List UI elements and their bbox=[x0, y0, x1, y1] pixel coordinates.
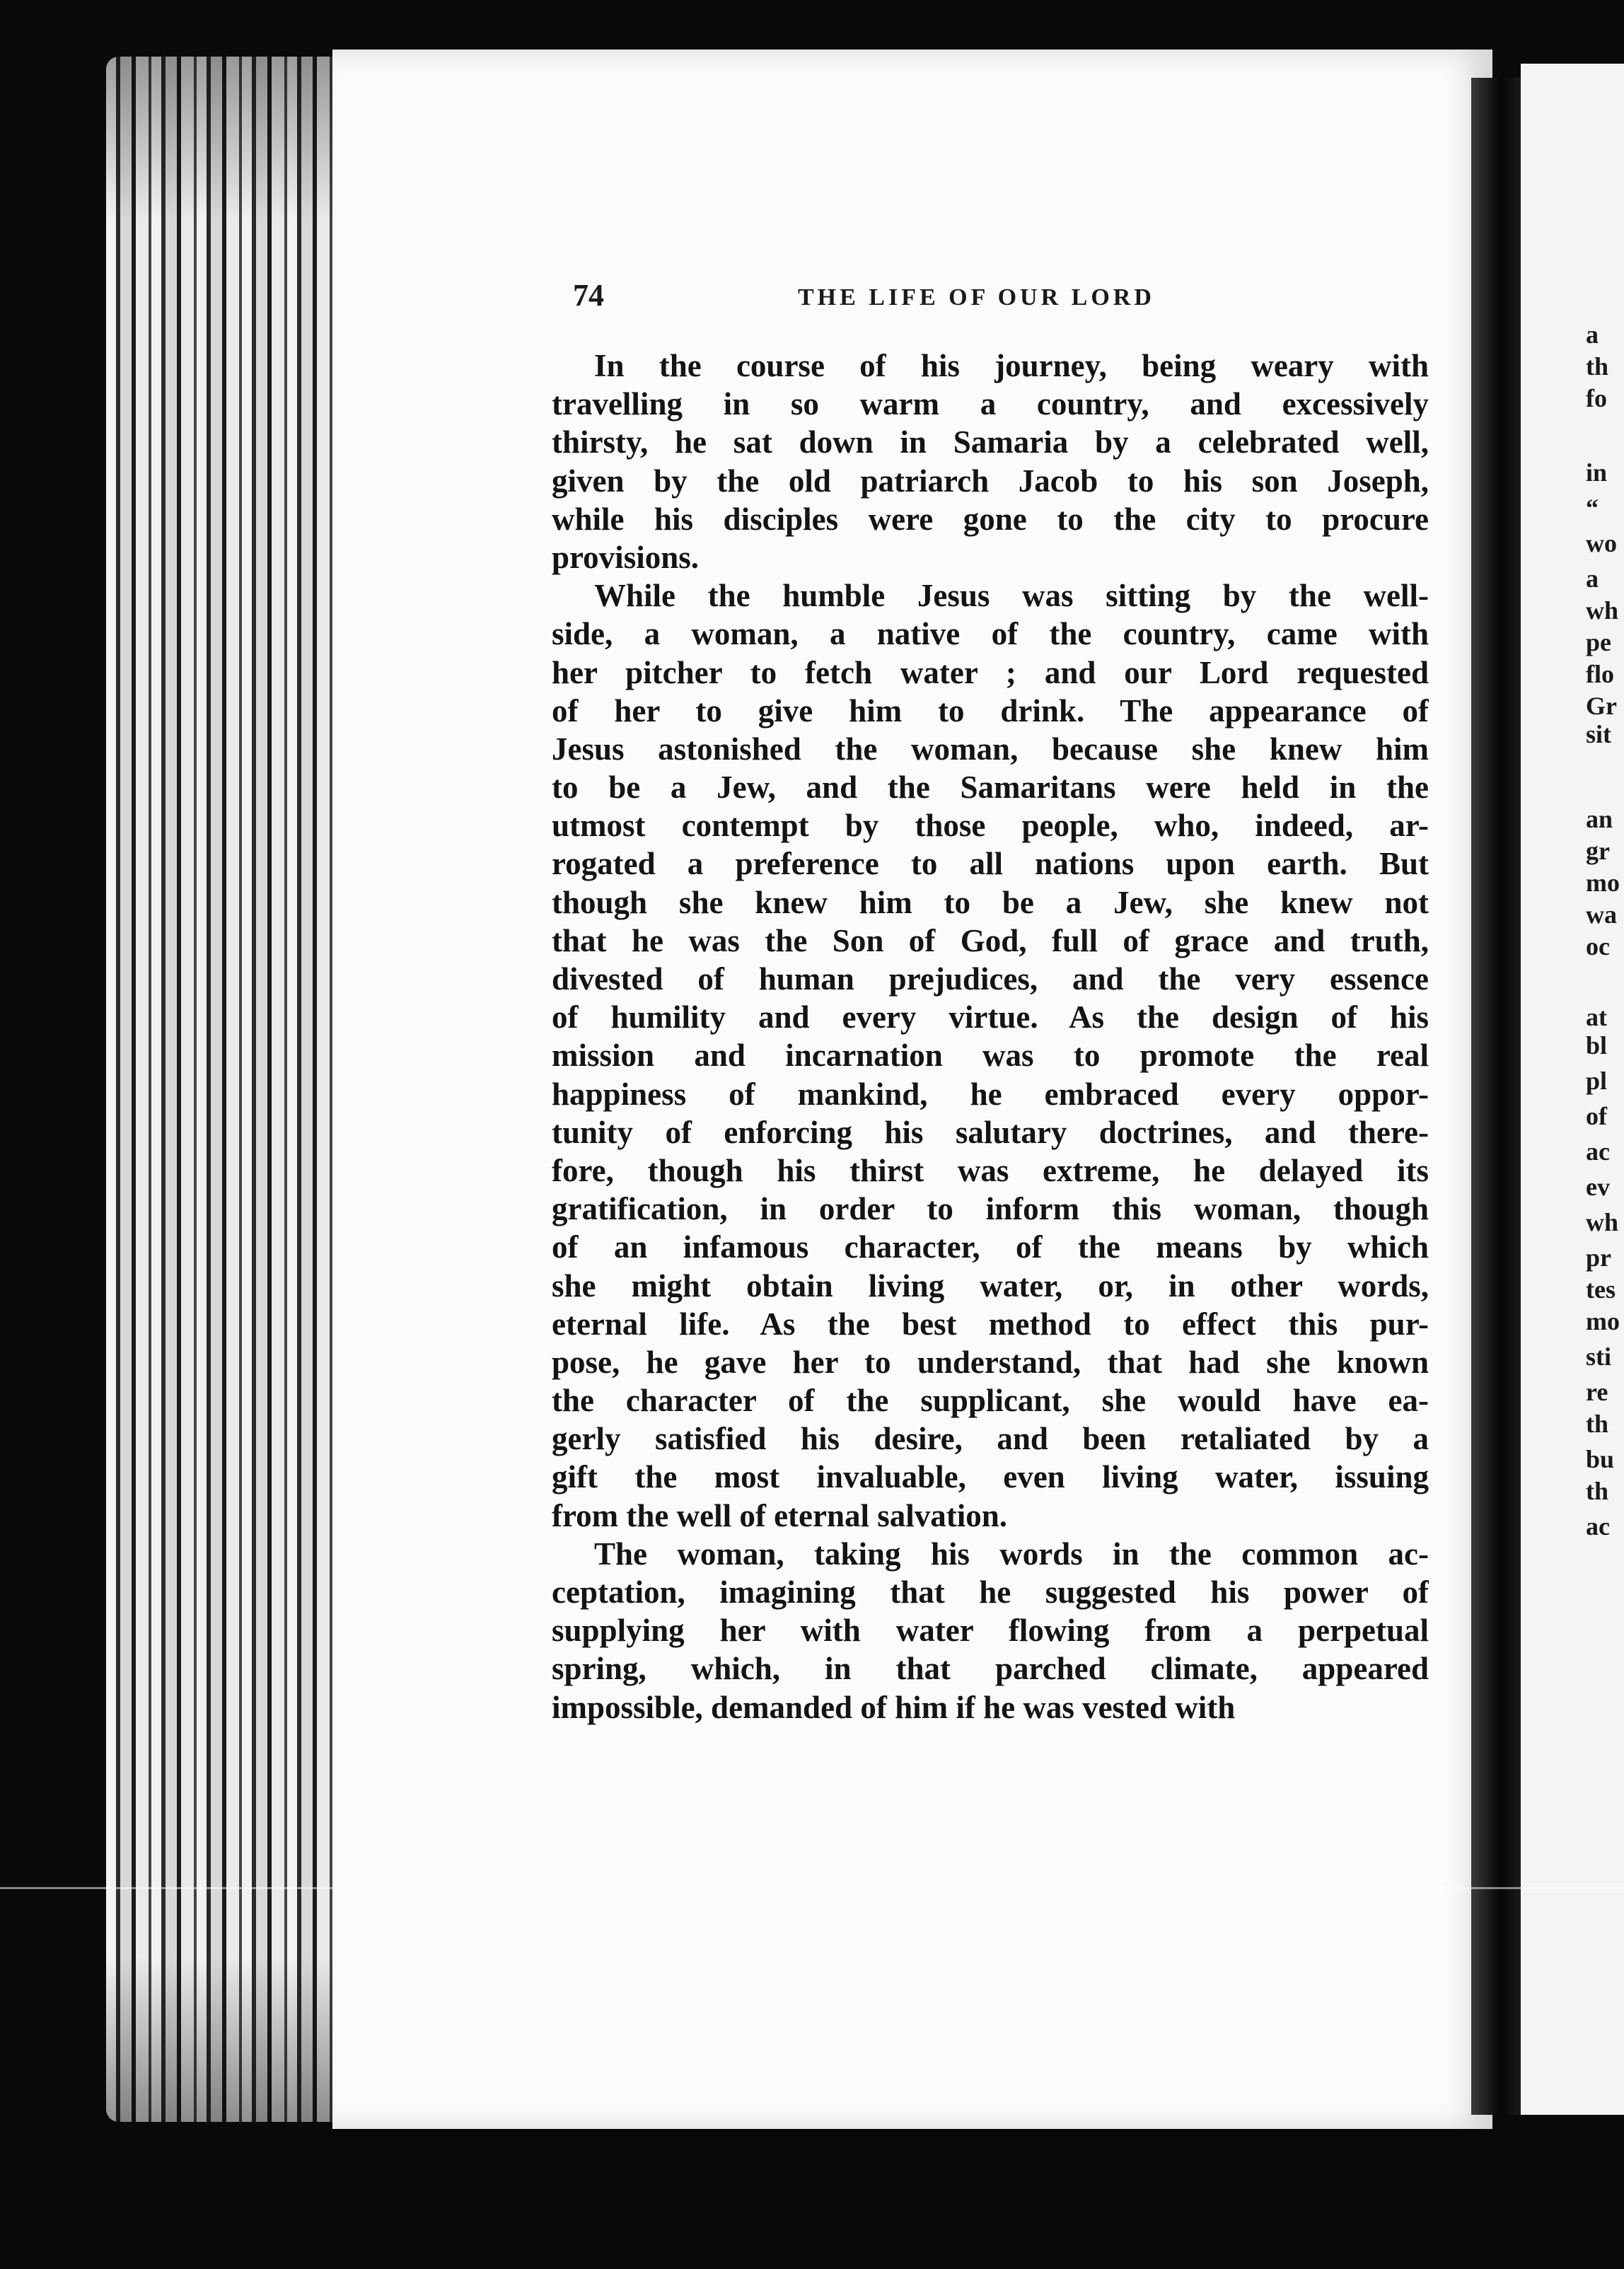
page-body bbox=[552, 347, 1429, 1727]
facing-page-text-fragment: th bbox=[1586, 1410, 1609, 1438]
text-line: divested of human prejudices, and the very essence bbox=[552, 961, 1429, 997]
facing-page-text-fragment: bl bbox=[1586, 1031, 1608, 1060]
facing-page-text-fragment: flo bbox=[1586, 660, 1614, 688]
facing-page-text-fragment: “ bbox=[1586, 494, 1599, 522]
text-line: The woman, taking his words in the common ac- bbox=[594, 1536, 1429, 1572]
facing-page-text-fragment: at bbox=[1586, 1003, 1607, 1031]
facing-page-text-fragment: a bbox=[1586, 564, 1599, 593]
facing-page-text-fragment: mo bbox=[1586, 1307, 1620, 1335]
facing-page-fragment bbox=[1521, 64, 1624, 2115]
facing-page-text-fragment: sit bbox=[1586, 720, 1611, 748]
text-line: that he was the Son of God, full of grace and truth, bbox=[552, 922, 1429, 958]
text-line: spring, which, in that parched climate, appeared bbox=[552, 1651, 1429, 1687]
text-line: pose, he gave her to understand, that had she known bbox=[552, 1344, 1429, 1380]
text-line: impossible, demanded of him if he was vested with bbox=[552, 1689, 1236, 1725]
facing-page-text-fragment: wh bbox=[1586, 596, 1619, 625]
facing-page-text-fragment: re bbox=[1586, 1378, 1608, 1406]
text-line: supplying her with water flowing from a perpetual bbox=[552, 1613, 1429, 1649]
text-line: though she knew him to be a Jew, she knew not bbox=[552, 884, 1429, 920]
facing-page-text-fragment: mo bbox=[1586, 869, 1620, 897]
text-line: gratification, in order to inform this woman, though bbox=[552, 1191, 1429, 1227]
text-line: provisions. bbox=[552, 539, 699, 575]
scan-bottom-shadow bbox=[0, 2129, 1624, 2269]
text-line: gerly satisfied his desire, and been retaliated by a bbox=[552, 1421, 1429, 1457]
facing-page-text-fragment: pr bbox=[1586, 1243, 1611, 1272]
facing-page-text-fragment: Gr bbox=[1586, 692, 1617, 720]
facing-page-text-fragment: pe bbox=[1586, 628, 1611, 656]
text-line: Jesus astonished the woman, because she knew him bbox=[552, 731, 1429, 767]
text-line: In the course of his journey, being weary with bbox=[594, 348, 1429, 383]
scan-artifact-line bbox=[0, 1887, 1624, 1889]
facing-page-text-fragment: sti bbox=[1586, 1342, 1611, 1371]
text-line: given by the old patriarch Jacob to his son Joseph, bbox=[552, 463, 1429, 499]
text-line: side, a woman, a native of the country, came with bbox=[552, 616, 1429, 652]
facing-page-text-fragment: th bbox=[1586, 352, 1609, 381]
text-line: While the humble Jesus was sitting by the well- bbox=[594, 578, 1429, 614]
facing-page-text-fragment: bu bbox=[1586, 1445, 1615, 1473]
facing-page-text-fragment: wa bbox=[1586, 900, 1617, 929]
text-line: utmost contempt by those people, who, indeed, ar- bbox=[552, 808, 1429, 844]
text-line: of her to give him to drink. The appearance of bbox=[552, 692, 1429, 729]
facing-page-text-fragment: of bbox=[1586, 1102, 1607, 1130]
facing-page-text-fragment: ev bbox=[1586, 1173, 1610, 1201]
text-line: travelling in so warm a country, and excessively bbox=[552, 386, 1429, 422]
page-edge-shadow bbox=[106, 57, 340, 2122]
text-line: of humility and every virtue. As the design of his bbox=[552, 999, 1429, 1035]
text-line: rogated a preference to all nations upon earth. But bbox=[552, 846, 1429, 882]
text-line: from the well of eternal salvation. bbox=[552, 1497, 1008, 1533]
facing-page-text-fragment: oc bbox=[1586, 932, 1610, 961]
text-line: gift the most invaluable, even living water, issuing bbox=[552, 1459, 1429, 1495]
facing-page-text-fragment: an bbox=[1586, 805, 1613, 833]
text-line: her pitcher to fetch water ; and our Lord requested bbox=[552, 654, 1429, 690]
text-line: to be a Jew, and the Samaritans were held in the bbox=[552, 770, 1429, 806]
book-gutter bbox=[1471, 78, 1521, 2115]
facing-page-text-fragment: wh bbox=[1586, 1208, 1619, 1236]
facing-page-text-fragment: in bbox=[1586, 458, 1608, 487]
text-line: fore, though his thirst was extreme, he delayed its bbox=[552, 1152, 1429, 1188]
page-number: 74 bbox=[573, 278, 604, 313]
facing-page-text-fragment: gr bbox=[1586, 837, 1610, 865]
text-line: the character of the supplicant, she would have ea- bbox=[552, 1383, 1429, 1419]
facing-page-text-fragment: pl bbox=[1586, 1067, 1608, 1095]
facing-page-text-fragment: ac bbox=[1586, 1512, 1610, 1540]
text-line: happiness of mankind, he embraced every oppor- bbox=[552, 1076, 1429, 1112]
page-header bbox=[573, 277, 1422, 320]
text-line: she might obtain living water, or, in other words, bbox=[552, 1267, 1429, 1304]
running-head: THE LIFE OF OUR LORD bbox=[798, 284, 1155, 311]
facing-page-text-fragment: th bbox=[1586, 1477, 1609, 1505]
text-line: tunity of enforcing his salutary doctrines, and there- bbox=[552, 1114, 1429, 1150]
text-line: while his disciples were gone to the city to procure bbox=[552, 501, 1429, 537]
facing-page-text-fragment: tes bbox=[1586, 1275, 1616, 1304]
text-line: mission and incarnation was to promote the real bbox=[552, 1038, 1429, 1074]
facing-page-text-fragment: ac bbox=[1586, 1137, 1610, 1166]
text-line: thirsty, he sat down in Samaria by a celebrated well, bbox=[552, 424, 1429, 460]
facing-page-text-fragment: wo bbox=[1586, 529, 1617, 557]
facing-page-text-fragment: fo bbox=[1586, 384, 1607, 412]
text-line: ceptation, imagining that he suggested his power of bbox=[552, 1574, 1429, 1610]
facing-page-text-fragment: a bbox=[1586, 320, 1599, 349]
text-line: of an infamous character, of the means by which bbox=[552, 1229, 1429, 1265]
text-line: eternal life. As the best method to effect this pur- bbox=[552, 1306, 1429, 1342]
